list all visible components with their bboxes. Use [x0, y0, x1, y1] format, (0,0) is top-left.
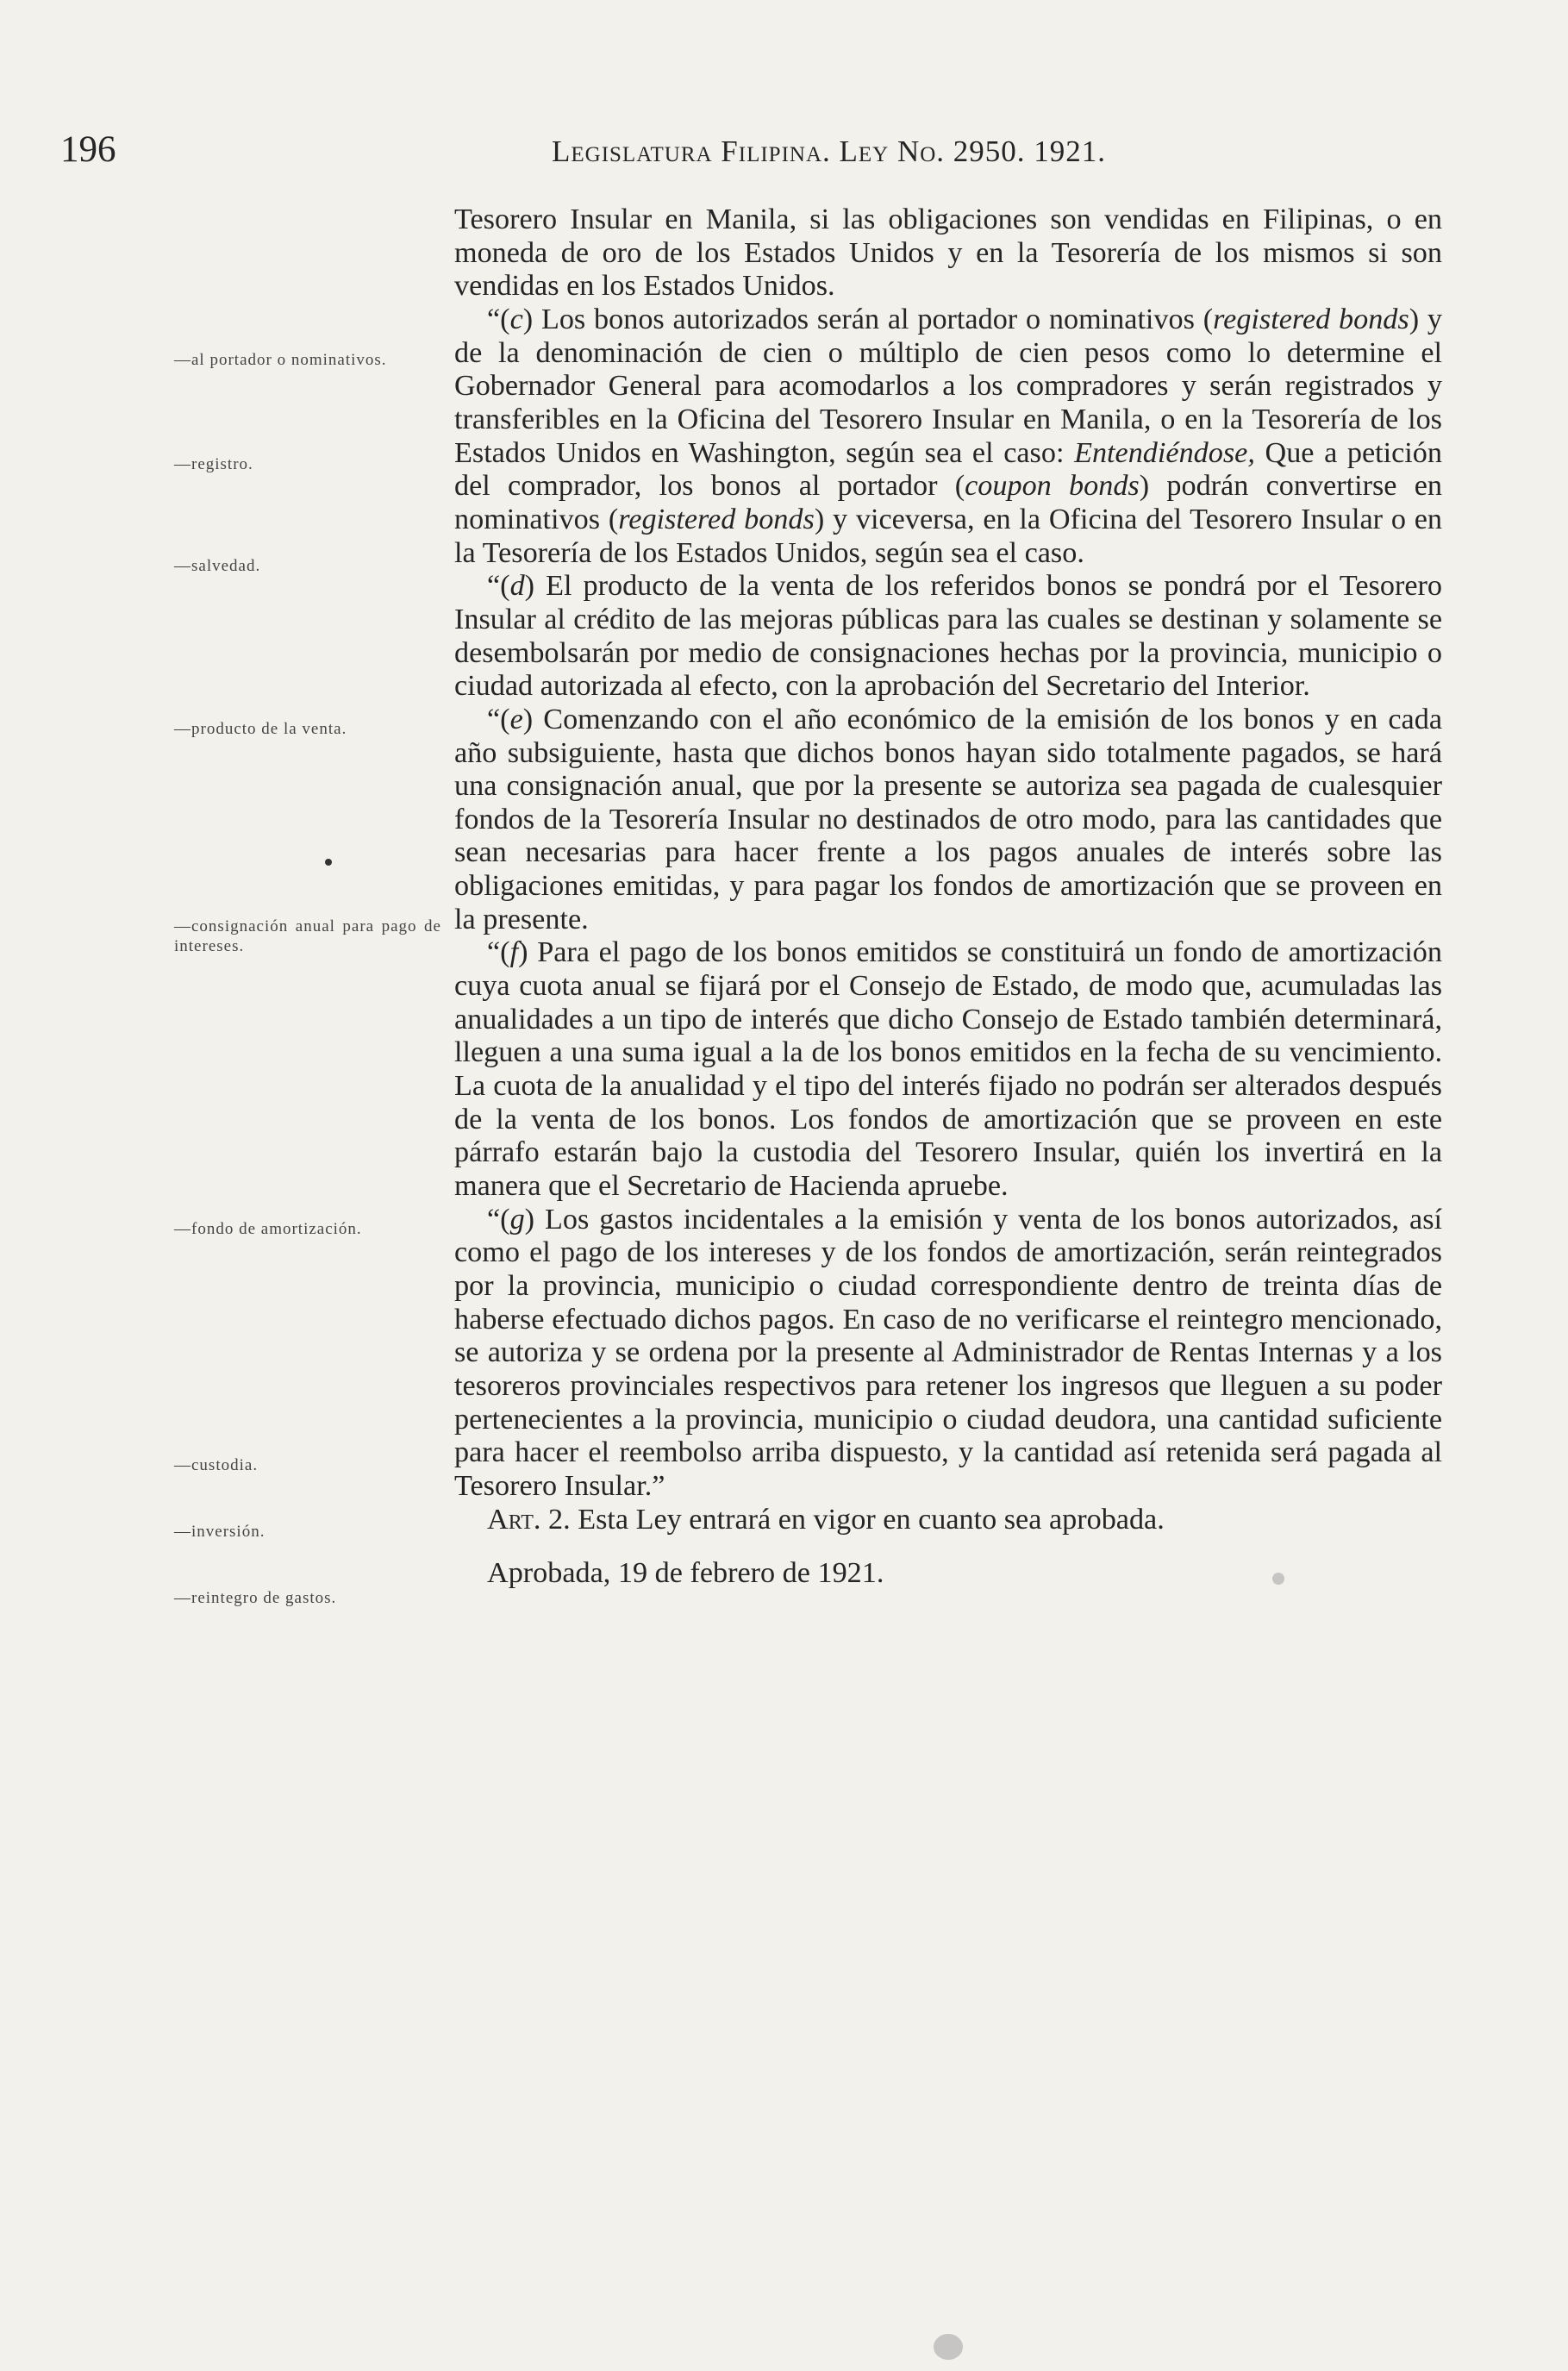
paragraph-letter: c [509, 303, 523, 335]
margin-note-reintegro: —reintegro de gastos. [174, 1589, 337, 1607]
paragraph-g [454, 1204, 1442, 1504]
margin-note-salvedad: —salvedad. [174, 557, 261, 575]
italic-term: registered bonds [1213, 303, 1409, 335]
text-run: Que a petición del comprador, los bonos al portador ( [454, 436, 1442, 503]
text-run: ) Comenzando con el año económico de la emisión de los bonos y en cada año subsiguiente, hasta que dichos bonos hayan sido totalmente pagados, se hará una consignación anual, que por la presente se autoriza sea pagada de cualesquier fondos de la Tesorería Insular no destinados de otro modo, para las cantidades que sean necesarias para hacer frente a los pagos anuales de interés sobre las obligaciones emitidas, y para pagar los fondos de amortización que se proveen en la presente. [454, 703, 1442, 935]
margin-note-fondo-amortizacion: —fondo de amortización. [174, 1220, 362, 1238]
margin-note-producto: —producto de la venta. [174, 720, 347, 738]
page-number: 196 [60, 129, 116, 170]
running-head: Legislatura Filipina. Ley No. 2950. 1921. [552, 135, 1107, 168]
margin-note-custodia: —custodia. [174, 1456, 259, 1474]
margin-note-portador: —al portador o nominativos. [174, 351, 387, 369]
text-run: ) Los bonos autorizados serán al portador o nominativos ( [522, 303, 1214, 335]
text-run: Esta Ley entrará en vigor en cuanto sea aprobada. [570, 1503, 1165, 1536]
approval-date: Aprobada, 19 de febrero de 1921. [487, 1557, 884, 1590]
open-quote: “( [487, 703, 510, 735]
italic-term: Entendiéndose, [1074, 436, 1255, 469]
paragraph-letter: e [509, 703, 523, 735]
page-smudge [934, 2334, 963, 2360]
open-quote: “( [487, 303, 510, 335]
paragraph-f [454, 936, 1442, 1203]
paragraph-d [454, 570, 1442, 704]
italic-term: coupon bonds [965, 470, 1140, 503]
paragraph-c [454, 303, 1442, 570]
italic-term: registered bonds [618, 503, 815, 535]
margin-note-consignacion: —consignación anual para pago de intereses. [174, 917, 441, 955]
paragraph-letter: d [509, 570, 525, 603]
body-text [454, 203, 1442, 1591]
margin-note-inversion: —inversión. [174, 1523, 265, 1541]
article-2 [454, 1504, 1442, 1537]
page-smudge [1272, 1573, 1284, 1585]
paragraph-letter: g [509, 1203, 525, 1236]
ink-dot [325, 859, 332, 866]
paragraph-e [454, 704, 1442, 937]
text-run: ) Los gastos incidentales a la emisión y venta de los bonos autorizados, así como el pago de los intereses y de los fondos de amortización, serán reintegrados por la provincia, municipio o ciudad correspondiente dentro de treinta días de haberse efectuado dichos pagos. En caso de no verificarse el reintegro mencionado, se autoriza y se ordena por la presente al Administrador de Rentas Internas y a los tesoreros provinciales respectivos para retener los ingresos que lleguen a su poder pertenecientes a la provincia, municipio o ciudad deudora, una cantidad suficiente para hacer el reembolso arriba dispuesto, y la cantidad así retenida será pagada al Tesorero Insular.” [454, 1203, 1442, 1502]
article-label: Art. 2. [487, 1503, 571, 1536]
open-quote: “( [487, 936, 510, 969]
text-run: ) Para el pago de los bonos emitidos se constituirá un fondo de amortización cuya cuota anual se fijará por el Consejo de Estado, de modo que, acumuladas las anualidades a un tipo de interés que dicho Consejo de Estado también determinará, lleguen a una suma igual a la de los bonos emitidos en la fecha de su vencimiento. La cuota de la anualidad y el tipo del interés fijado no podrán ser alterados después de la venta de los bonos. Los fondos de amortización que se proveen en este párrafo estarán bajo la custodia del Tesorero Insular, quién los invertirá en la manera que el Secretario de Hacienda apruebe. [454, 936, 1442, 1203]
margin-note-registro: —registro. [174, 455, 253, 473]
text-run: ) y de la denominación de cien o múltiplo de cien pesos como lo determine el Gobernador General para acomodarlos a los compradores y serán registrados y transferibles en la Oficina del Tesorero Insular en Manila, o en la Tesorería de los Estados Unidos en Washington, según sea el caso: [454, 303, 1442, 469]
paragraph-letter: f [509, 936, 519, 969]
text-run: ) El producto de la venta de los referidos bonos se pondrá por el Tesorero Insular al crédito de las mejoras públicas para las cuales se destinan y solamente se desembolsarán por medio de consignaciones hechas por la provincia, municipio o ciudad autorizada al efecto, con la aprobación del Secretario del Interior. [454, 570, 1442, 703]
text-run: ) podrán convertirse en nominativos ( [454, 470, 1443, 535]
paragraph-continuation: Tesorero Insular en Manila, si las obligaciones son vendidas en Filipinas, o en moneda de oro de los Estados Unidos y en la Tesorería de los mismos si son vendidas en los Estados Unidos. [454, 203, 1442, 303]
open-quote: “( [487, 570, 510, 603]
open-quote: “( [487, 1203, 510, 1236]
text-run: ) y viceversa, en la Oficina del Tesorero Insular o en la Tesorería de los Estados Unidos, según sea el caso. [454, 503, 1442, 569]
